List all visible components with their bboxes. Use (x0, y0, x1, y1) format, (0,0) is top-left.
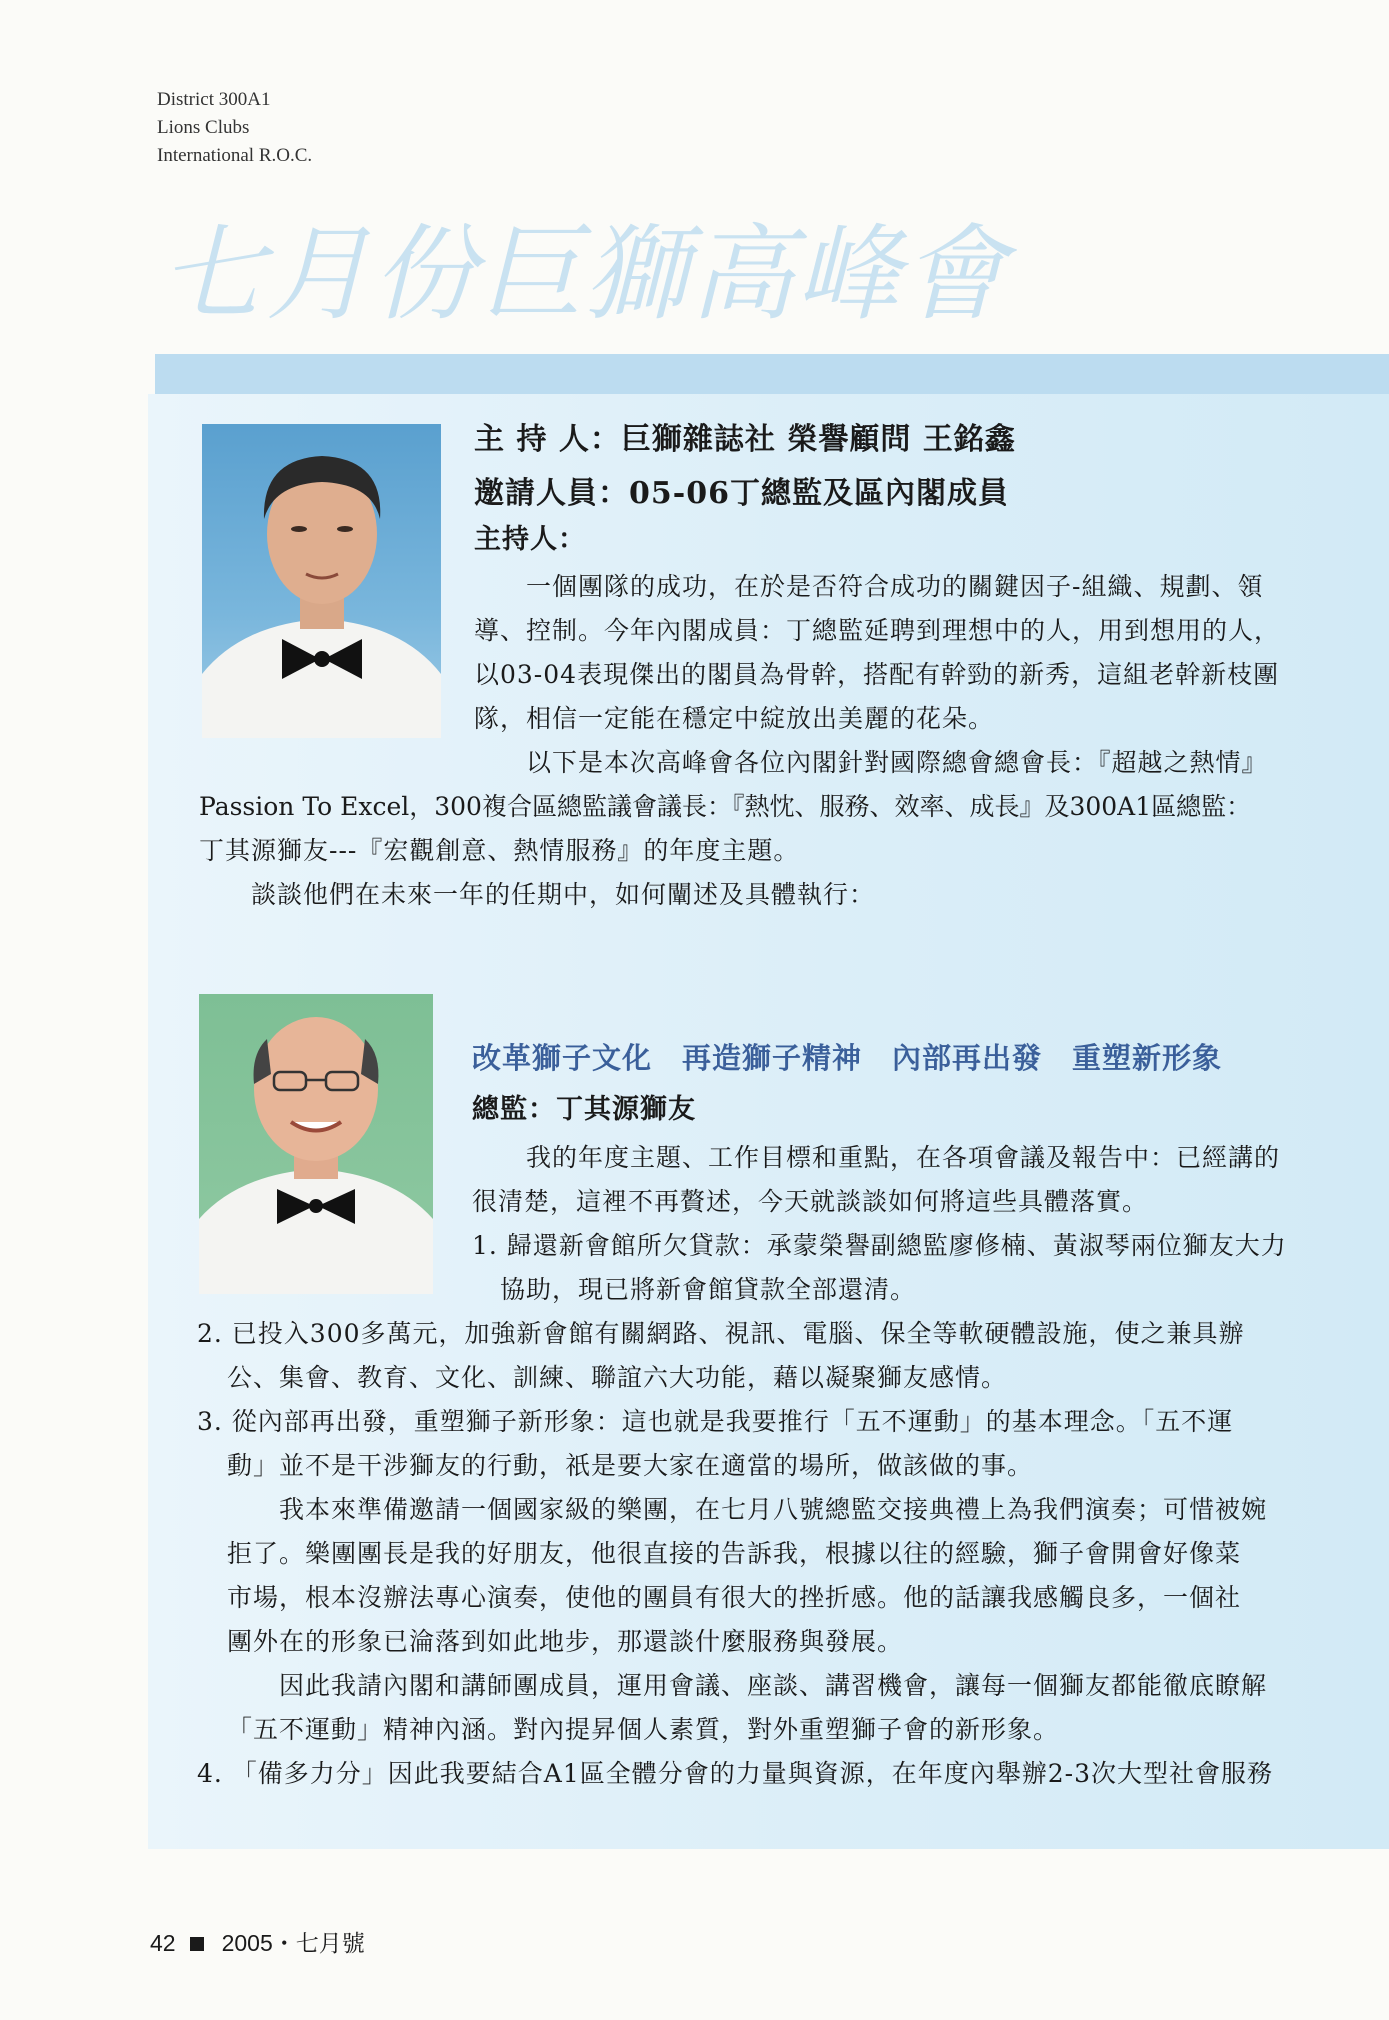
body-line: 市場，根本沒辦法專心演奏，使他的團員有很大的挫折感。他的話讓我感觸良多，一個社 (227, 1583, 1242, 1612)
host-line: 主 持 人：巨獅雜誌社 榮譽顧問 王銘鑫 (474, 422, 1016, 457)
section-title: 改革獅子文化 再造獅子精神 內部再出發 重塑新形象 (472, 1041, 1223, 1075)
body-line: 協助，現已將新會館貸款全部還清。 (500, 1275, 917, 1304)
governor-portrait-photo (199, 994, 433, 1294)
body-line: 因此我請內閣和講師團成員，運用會議、座談、講習機會，讓每一個獅友都能徹底瞭解 (279, 1671, 1268, 1700)
masthead-line: Lions Clubs (157, 117, 250, 138)
host-label: 主持人： (474, 524, 586, 555)
body-line: 團外在的形象已淪落到如此地步，那還談什麼服務與發展。 (227, 1627, 904, 1656)
body-line: 2. 已投入300多萬元，加強新會館有關網路、視訊、電腦、保全等軟硬體設施，使之兼具辦 (197, 1319, 1245, 1348)
issue-label: 2005・七月號 (221, 1930, 365, 1956)
intro-line: 談談他們在未來一年的任期中，如何闡述及具體執行： (251, 880, 876, 909)
intro-line: 一個團隊的成功，在於是否符合成功的關鍵因子-組織、規劃、領 (526, 572, 1264, 601)
page-footer (150, 1925, 365, 1958)
masthead-line: International R.O.C. (157, 145, 313, 166)
host-portrait-photo (202, 424, 441, 738)
body-line: 「五不運動」精神內涵。對內提昇個人素質，對外重塑獅子會的新形象。 (227, 1715, 1060, 1744)
intro-line: 導、控制。今年內閣成員：丁總監延聘到理想中的人，用到想用的人， (474, 616, 1281, 645)
body-line: 公、集會、教育、文化、訓練、聯誼六大功能，藉以凝聚獅友感情。 (227, 1363, 1008, 1392)
page-title: 七月份巨獅高峰會 (160, 213, 1009, 335)
body-line: 我本來準備邀請一個國家級的樂團，在七月八號總監交接典禮上為我們演奏；可惜被婉 (279, 1495, 1268, 1524)
square-bullet-icon (190, 1937, 204, 1951)
body-line: 4. 「備多力分」因此我要結合A1區全體分會的力量與資源，在年度內舉辦2-3次大型社會服務 (197, 1759, 1274, 1788)
page-number: 42 (150, 1930, 176, 1956)
body-line: 很清楚，這裡不再贅述，今天就談談如何將這些具體落實。 (472, 1187, 1149, 1216)
intro-line: 以03-04表現傑出的閣員為骨幹，搭配有幹勁的新秀，這組老幹新枝團 (474, 660, 1280, 689)
intro-line: 丁其源獅友---『宏觀創意、熱情服務』的年度主題。 (199, 836, 800, 865)
invite-line: 邀請人員：05-06丁總監及區內閣成員 (474, 476, 1009, 511)
speaker-label: 總監：丁其源獅友 (472, 1094, 696, 1125)
body-line: 3. 從內部再出發，重塑獅子新形象：這也就是我要推行「五不運動」的基本理念。「五不運 (197, 1407, 1234, 1436)
body-line: 拒了。樂團團長是我的好朋友，他很直接的告訴我，根據以往的經驗，獅子會開會好像菜 (227, 1539, 1242, 1568)
intro-line: 以下是本次高峰會各位內閣針對國際總會總會長：『超越之熱情』 (526, 748, 1268, 777)
body-line: 我的年度主題、工作目標和重點，在各項會議及報告中：已經講的 (526, 1143, 1281, 1172)
masthead (157, 86, 312, 170)
body-line: 1. 歸還新會館所欠貸款：承蒙榮譽副總監廖修楠、黃淑琴兩位獅友大力 (472, 1231, 1287, 1260)
intro-line: 隊，相信一定能在穩定中綻放出美麗的花朵。 (474, 704, 995, 733)
masthead-line: District 300A1 (157, 89, 271, 110)
body-line: 動」並不是干涉獅友的行動，祇是要大家在適當的場所，做該做的事。 (227, 1451, 1034, 1480)
intro-line: Passion To Excel，300複合區總監議會議長：『熱忱、服務、效率、成長』及300A1區總監： (199, 792, 1252, 821)
title-band (155, 354, 1389, 394)
